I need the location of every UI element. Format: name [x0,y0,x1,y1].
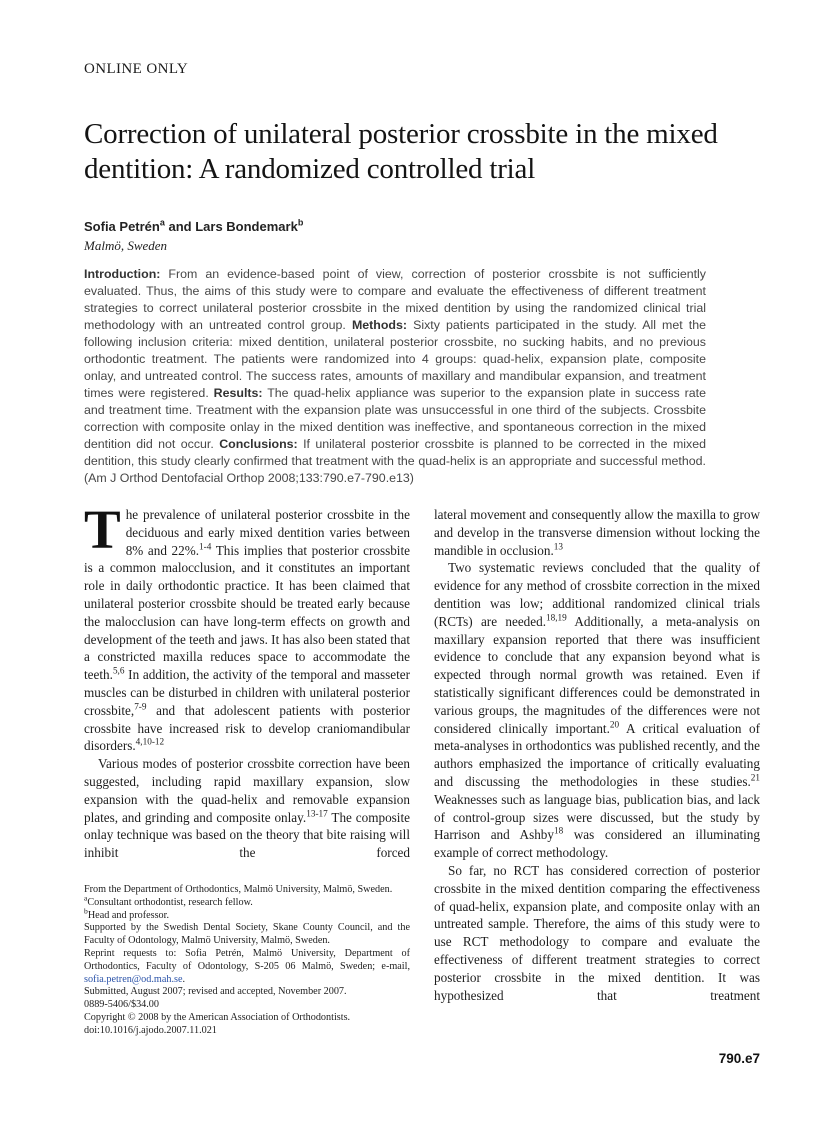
reference-superscript: b [84,906,88,916]
page-number: 790.e7 [718,1051,760,1066]
paragraph: 0889-5406/$34.00 [84,999,159,1011]
affiliation-location: Malmö, Sweden [84,238,168,253]
paragraph: Various modes of posterior crossbite correction have been suggested, including rapid maxillary expansion, slow expansion with the quad-helix and removable expansion plates, and grinding and composite onlay.$^{13-17}$ The composite onlay technique was based on the theory that bite raising will inhibit the forced [84,756,410,861]
abstract-paragraph: Introduction: From an evidence-based point of view, correction of posterior crossbite is not sufficiently evaluated. Thus, the aims of this study were to compare and evaluate the effectiveness of different treatment strategies to correct unilateral posterior crossbite in the mixed dentition by using the randomized clinical trial methodology with an untreated control group. Methods: Sixty patients participated in the study. All met the following inclusion criteria: mixed dentition, unilateral posterior crossbite, no sucking habits, and no previous orthodontic treatment. The patients were randomized into 4 groups: quad-helix, expansion plate, composite onlay, and untreated control. The success rates, amounts of maxillary and mandibular expansion, and treatment times were registered. Results: The quad-helix appliance was superior to the expansion plate in success rate and treatment time. Treatment with the expansion plate was unsuccessful in one third of the subjects. Crossbite correction with composite onlay in the mixed dentition was ineffective, and spontaneous correction in the mixed dentition did not occur. Conclusions: If unilateral posterior crossbite is planned to be corrected in the mixed dentition, this study clearly confirmed that treatment with the quad-helix is an appropriate and successful method. (Am J Orthod Dentofacial Orthop 2008;133:790.e7-790.e13) [84,267,706,485]
reference-superscript: a [159,217,165,228]
reference-superscript: a [84,893,88,903]
reference-superscript: 5,6 [112,665,125,676]
reference-superscript: 18 [554,825,564,836]
paragraph: The prevalence of unilateral posterior crossbite in the deciduous and early mixed dentition varies between 8% and 22%.$^{1-4}$ This implies that posterior crossbite is a common malocclusion, and it constitutes an important role in daily orthodontic practice. It has been claimed that unilateral posterior crossbite should be treated early because the malocclusion can have long-term effects on growth and development of the teeth and jaws. It has also been stated that a constricted maxilla reduces space to accommodate the teeth.$^{5,6}$ In addition, the activity of the temporal and masseter muscles can be disturbed in children with unilateral posterior crossbite,$^{7-9}$ and that adolescent patients with posterior crossbite have increased risk to develop craniomandibular disorders.$^{4,10-12}$ [84,499,410,754]
reference-superscript: 21 [750,772,760,783]
online-only-label: ONLINE ONLY [84,61,189,77]
article-title: Correction of unilateral posterior crossbite in the mixed dentition: A randomized controlled trial [84,118,718,185]
paragraph: Reprint requests to: Sofia Petrén, Malmö University, Department of Orthodontics, Faculty of Odontology, S-205 06 Malmö, Sweden; e-mail, sofia.petren@od.mah.se. [84,947,410,985]
reference-superscript: 13-17 [306,808,328,819]
paragraph: doi:10.1016/j.ajodo.2007.11.021 [84,1024,217,1036]
reference-superscript: 7-9 [134,701,147,712]
email-link[interactable]: sofia.petren@od.mah.se [84,973,183,985]
reference-superscript: 20 [609,719,620,730]
reference-superscript: 1-4 [199,541,212,552]
section-label-bold: Introduction: [84,267,161,281]
right-column [434,506,760,1004]
section-label-bold: Methods: [351,318,407,332]
paragraph: lateral movement and consequently allow the maxilla to grow and develop in the transverse dimension without locking the mandible in occlusion.$^{13}$ [434,507,760,558]
paragraph: Supported by the Swedish Dental Society, Skane County Council, and the Faculty of Odontology, Malmö University, Malmö, Sweden. [84,922,410,947]
paragraph: Two systematic reviews concluded that the quality of evidence for any method of crossbite correction in the mixed dentition was low; additional randomized clinical trials (RCTs) are needed.$^{18,19}$ Additionally, a meta-analysis on maxillary expansion reported that there was insufficient evidence to conclude that any expansion beyond what is expected through normal growth was retained. Even if statistically significant differences could be demonstrated in various groups, the magnitudes of the differences were not considered clinically important.$^{20}$ A critical evaluation of meta-analyses in orthodontics was published recently, and the authors emphasized the importance of critically evaluating and discussing the methodologies in these studies.$^{21}$ Weaknesses such as language bias, publication bias, and lack of control-group sizes were discussed, but the study by Harrison and Ashby$^{18}$ was considered an illuminating example of correct methodology. [434,560,760,861]
section-label-bold: Conclusions: [219,437,298,451]
paragraph: Submitted, August 2007; revised and accepted, November 2007. [84,986,347,998]
paragraph: So far, no RCT has considered correction of posterior crossbite in the mixed dentition comparing the effectiveness of quad-helix, expansion plate, and composite onlay with an untreated sample. Therefore, the aims of this study were to use RCT methodology to compare and evaluate the effectiveness of different treatment strategies to correct posterior crossbite in the mixed dentition. It was hypothesized that treatment [434,862,760,1003]
paragraph: From the Department of Orthodontics, Malmö University, Malmö, Sweden. [84,884,393,895]
drop-cap: T [84,499,121,560]
reference-superscript: b [297,217,304,228]
section-label-bold: Results: [213,386,263,400]
reference-superscript: 13 [553,541,563,552]
reference-superscript: 18,19 [546,612,567,623]
paragraph: $^a$Consultant orthodontist, research fellow. [84,893,253,908]
reference-superscript: 4,10-12 [135,736,165,747]
author-line: Sofia Petrén$^a$ and Lars Bondemark$^b$ [84,217,304,234]
footnote-block [84,884,410,1038]
paragraph: Copyright © 2008 by the American Association of Orthodontists. [84,1011,351,1023]
paragraph: $^b$Head and professor. [84,906,170,921]
